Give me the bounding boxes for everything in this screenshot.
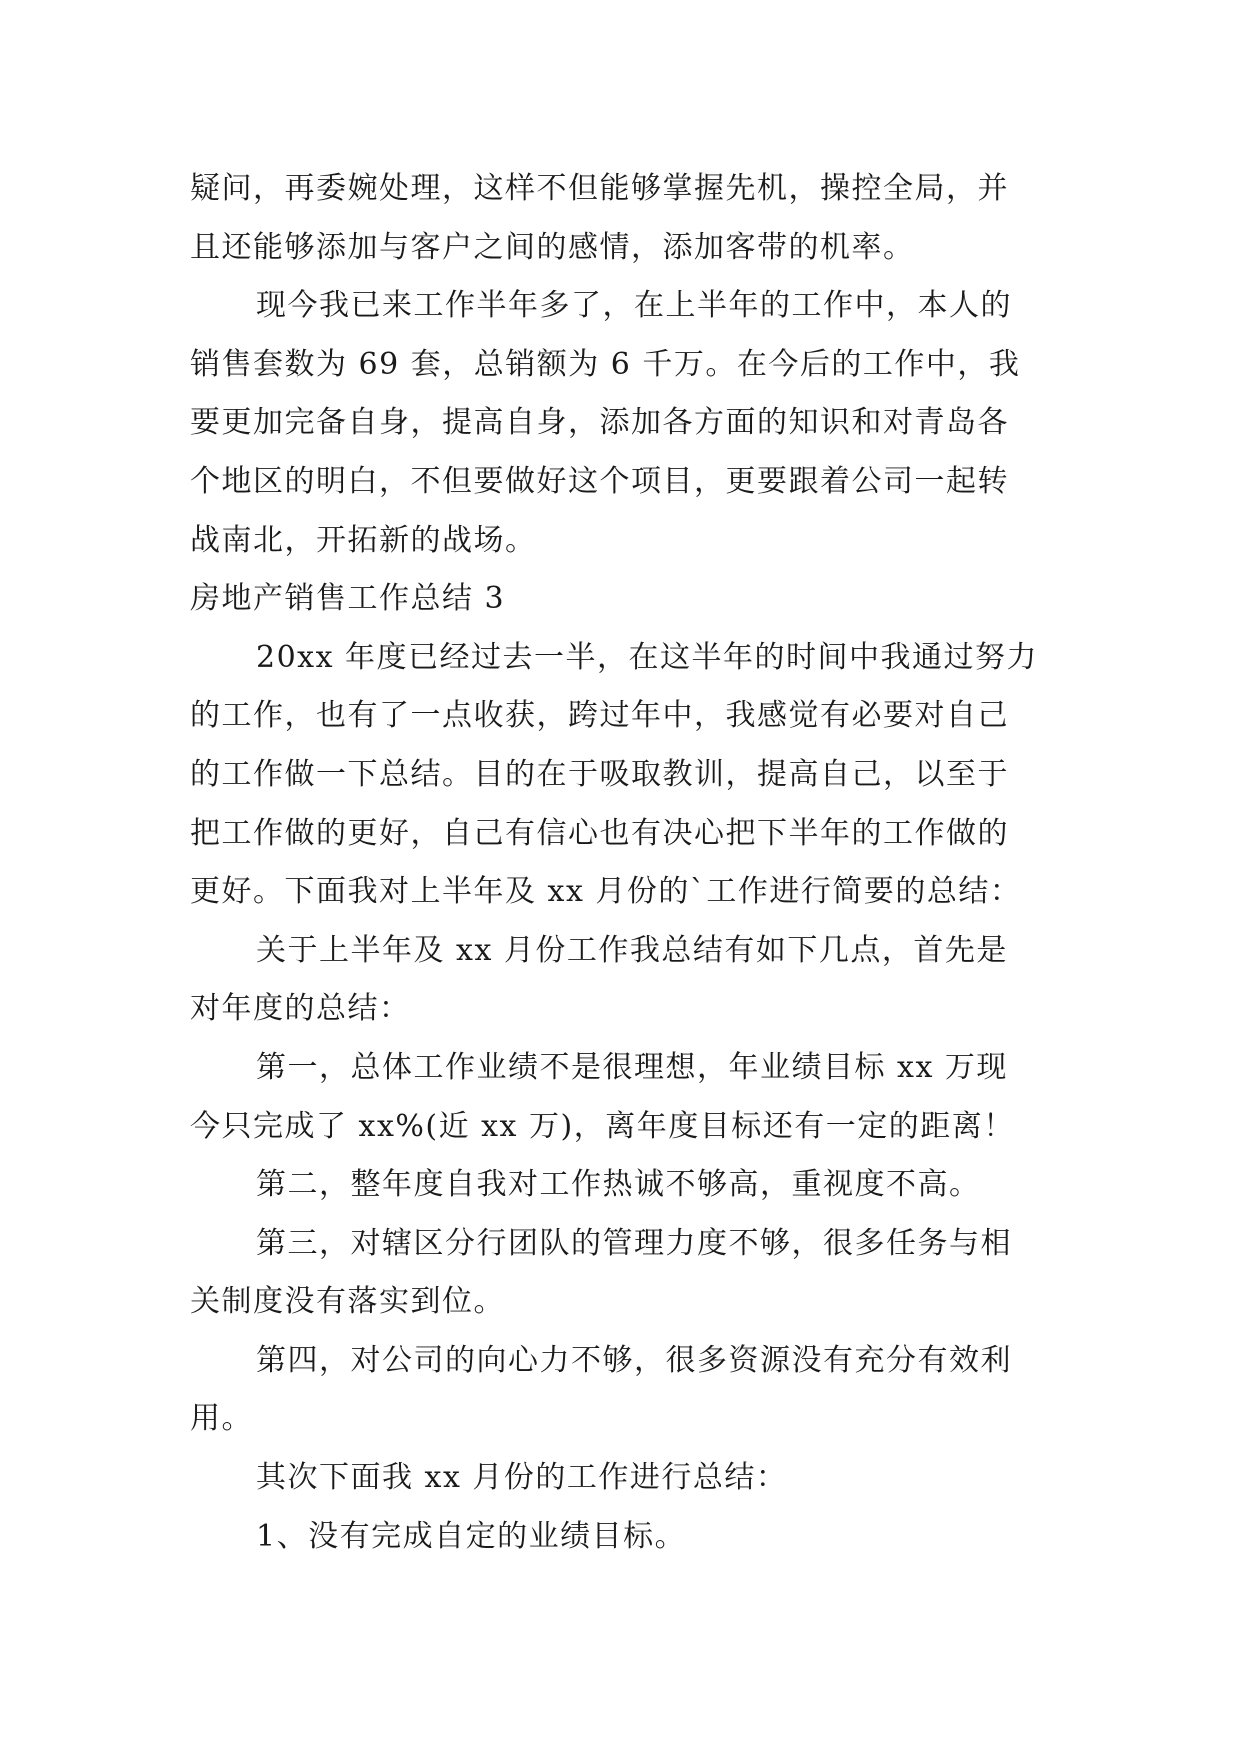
text-line: 第一，总体工作业绩不是很理想，年业绩目标 xx 万现 bbox=[256, 1049, 1008, 1085]
text-line: 战南北，开拓新的战场。 bbox=[190, 522, 537, 558]
text-line: 用。 bbox=[190, 1401, 253, 1437]
text-line: 关制度没有落实到位。 bbox=[190, 1284, 505, 1320]
text-line: 把工作做的更好，自己有信心也有决心把下半年的工作做的 bbox=[190, 815, 1009, 851]
text-line: 销售套数为 69 套，总销额为 6 千万。在今后的工作中，我 bbox=[190, 346, 1021, 382]
section-heading: 房地产销售工作总结 3 bbox=[190, 581, 506, 617]
text-line: 第二，整年度自我对工作热诚不够高，重视度不高。 bbox=[256, 1167, 981, 1203]
text-line: 20xx 年度已经过去一半，在这半年的时间中我通过努力 bbox=[256, 639, 1039, 675]
text-line: 第四，对公司的向心力不够，很多资源没有充分有效利 bbox=[256, 1342, 1012, 1378]
text-line: 个地区的明白，不但要做好这个项目，更要跟着公司一起转 bbox=[190, 463, 1009, 499]
text-line: 更好。下面我对上半年及 xx 月份的`工作进行简要的总结： bbox=[190, 874, 1022, 910]
text-line: 现今我已来工作半年多了，在上半年的工作中，本人的 bbox=[256, 288, 1012, 324]
text-line: 的工作做一下总结。目的在于吸取教训，提高自己，以至于 bbox=[190, 756, 1009, 792]
text-line: 第三，对辖区分行团队的管理力度不够，很多任务与相 bbox=[256, 1225, 1012, 1261]
document-body bbox=[190, 160, 1050, 1566]
text-line: 其次下面我 xx 月份的工作进行总结： bbox=[256, 1460, 788, 1496]
text-line: 要更加完备自身，提高自身，添加各方面的知识和对青岛各 bbox=[190, 405, 1009, 441]
text-line: 的工作，也有了一点收获，跨过年中，我感觉有必要对自己 bbox=[190, 698, 1009, 734]
text-line: 对年度的总结： bbox=[190, 991, 411, 1027]
text-line: 疑问，再委婉处理，这样不但能够掌握先机，操控全局，并 bbox=[190, 171, 1009, 206]
text-line: 且还能够添加与客户之间的感情，添加客带的机率。 bbox=[190, 229, 915, 265]
text-line: 今只完成了 xx%(近 xx 万)，离年度目标还有一定的距离！ bbox=[190, 1108, 1015, 1144]
text-line: 1、没有完成自定的业绩目标。 bbox=[256, 1518, 687, 1554]
text-line: 关于上半年及 xx 月份工作我总结有如下几点，首先是 bbox=[256, 932, 1008, 968]
